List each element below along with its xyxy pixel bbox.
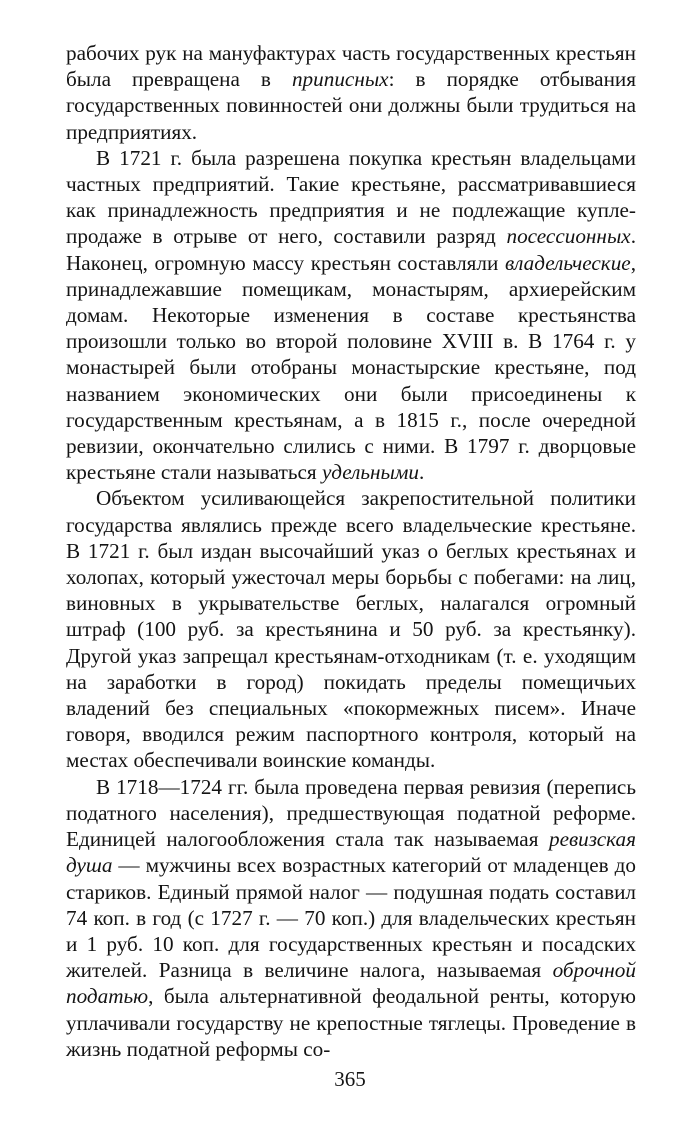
page-number: 365 <box>334 1067 366 1091</box>
page-body <box>66 40 636 1062</box>
text-run: : в порядке отбывания государственных повинностей они должны были трудиться на предприятиях. <box>66 67 636 144</box>
text-run: , была альтернативной феодальной ренты, которую уплачивали государству не крепостные тяглецы. Проведение в жизнь податной реформы со- <box>66 984 636 1061</box>
text-run: — мужчины всех возрастных категорий от младенцев до стариков. Единый прямой налог — подушная подать составил 74 коп. в год (с 1727 г. — 70 коп.) для владельческих крестьян и 1 руб. 10 коп. для государственных крестьян и посадских жителей. Разница в величине налога, называемая <box>66 853 636 983</box>
paragraph <box>66 774 636 1062</box>
paragraph <box>66 485 636 773</box>
text-run: В 1721 г. была разрешена покупка крестьян владельцами частных предприятий. Такие крестьяне, рассматривавшиеся как принадлежность предприятия и не подлежащие купле-продаже в отрыве от него, составили разряд <box>66 145 636 249</box>
italic-term: приписных <box>291 67 389 92</box>
text-run: Объектом усиливающейся закрепостительной политики государства являлись прежде всего владельческие крестьяне. В 1721 г. был издан высочайший указ о беглых крестьянах и холопах, который ужесточал меры борьбы с побегами: на лиц, виновных в укрывательстве беглых, налагался огромный штраф (100 руб. за крестьянина и 50 руб. за крестьянку). Другой указ запрещал крестьянам-отходникам (т. е. уходящим на заработки в город) покидать пределы помещичьих владений без специальных «покормежных писем». Иначе говоря, вводился режим паспортного контроля, который на местах обеспечивали воинские команды. <box>66 486 636 773</box>
italic-term: ревизская душа <box>66 827 636 878</box>
italic-term: удельными <box>321 460 420 485</box>
italic-term: посессионных <box>506 224 631 249</box>
text-run: , принадлежавшие помещикам, монастырям, архиерейским домам. Некоторые изменения в составе крестьянства произошли только во второй половине XVIII в. В 1764 г. у монастырей были отобраны монастырские крестьяне, под названием экономических они были присоединены к государственным крестьянам, а в 1815 г., после очередной ревизии, окончательно слились с ними. В 1797 г. дворцовые крестьяне стали называться <box>66 250 636 485</box>
text-run: В 1718—1724 гг. была проведена первая ревизия (перепись податного населения), предшествующая податной реформе. Единицей налогообложения стала так называемая <box>66 774 636 852</box>
text-run: рабочих рук на мануфактурах часть государственных крестьян была превращена в <box>66 41 636 92</box>
italic-term: оброчной податью <box>66 958 636 1009</box>
text-run: . Наконец, огромную массу крестьян составляли <box>66 224 636 275</box>
italic-term: владельческие <box>504 250 631 275</box>
text-run: . <box>419 460 425 485</box>
paragraph <box>66 40 636 145</box>
paragraph <box>66 145 636 486</box>
